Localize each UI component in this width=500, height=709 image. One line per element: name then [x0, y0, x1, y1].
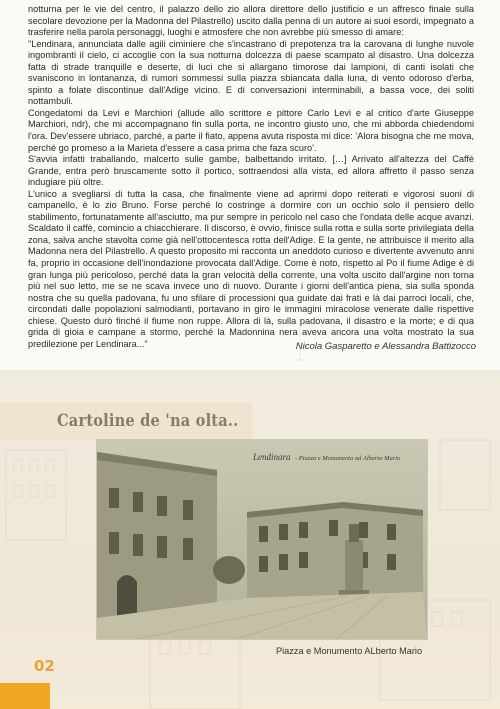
article-paragraph: notturna per le vie del centro, il palazzo dello zio allora direttore dello justificio e un affresco finale sulla secolare devozione per la Madonna del Pilastrello) uscito dalla penna di un autore ai suoi esordi, impegnato a trasferire nella parola personaggi, luoghi e atmosfere che non avrebbe più smesso di amare: [28, 4, 474, 38]
article-signature: Nicola Gasparetto e Alessandra Battizocco [295, 341, 476, 352]
section-title: Cartoline de 'na olta.. [57, 411, 239, 431]
postcard-inscription-right: - Piazza e Monumento ad Alberto Mario [295, 455, 401, 462]
article-paragraph: S'avvia infatti traballando, malcerto sulle gambe, balbettando irritato. […] Arrivato all'altezza del Caffè Grande, entra però bruscamente sotto il portico, sottraendosi alla vista, ed allora affretto il passo senza indugiare più oltre. [28, 154, 474, 188]
postcard-image [96, 439, 428, 640]
article-paragraph: Congedatomi da Levi e Marchiori (allude allo scrittore e pittore Carlo Levi e al critico d'arte Giuseppe Marchiori, ndr), che mi accompagnano fin sulla porta, ne incontro giusto uno, che mi abborda chiedendomi l'ora. Dev'essere ubriaco, parché, a parte il fiato, appena avuta risposta mi dice: 'Alora bisogna che me mova, perché go promeso a la Marieta d'essere a casa prima che faza scuro'. [28, 107, 474, 153]
postcard-caption: Piazza e Monumento ALberto Mario [276, 646, 423, 656]
article-paragraph: L'unico a svegliarsi di tutta la casa, che finalmente viene ad aprirmi dopo reiterati e vigorosi suoni di campanello, è lo zio Bruno. Forse perché lo costringe a dormire con un occhio solo il pensiero dello stabilimento, fortunatamente all'asciutto, ma pur sempre in pericolo nel caso che l'ondata delle acque avanzi. Scaldato il caffè, comincio a chiacchierare. Il discorso, è ovvio, finisce sulla rotta e sulla sorte privilegiata della zona, salva anche stavolta come già nell'ottocentesca rotta dell'Adige. E la gente, ne attribuisce il merito alla Madonna nera del Pilastrello. A questo proposito mi racconta un aneddoto curioso e divertente avvenuto anni fa, proprio in occasione dell'inondazione provocata dall'Adige. Come è noto, rispetto al Po il fiume Adige è di gran lunga più pericoloso, perché data la gran velocità della corrente, una volta uscito dall'argine non torna più nel suo letto, me se ne scava invece uno di nuovo. Durante i giorni dell'antica piena, sia sulla sponda nostra che su quella padovana, fu uno sfilare di processioni qua guidate dai frati e là dai parroci locali, che, circondati dalle popolazioni salmodianti, portavano in giro le immagini miracolose venerate dalle rispettive chiese. Questo durò finché il fiume non ruppe. Allora di là, sulla padovana, il disastro e la morte; e di qua grida di gioia e campane a stormo, perché la Madonnina nera aveva ancora una volta mostrato la sua predilezione per Lendinara..." [28, 188, 474, 349]
postcard-inscription-left: Lendinara [253, 452, 291, 462]
page-corner-accent [0, 683, 50, 709]
page-number: 02 [34, 657, 55, 675]
article-text [28, 4, 474, 350]
article-paragraph: "Lendinara, annunciata dalle agili ciminiere che s'incastrano di prepotenza tra la carovana di lunghe nuvole ingombranti il cielo, ci accoglie con la sua notturna dolcezza di paese scampato al disastro. Una dolcezza fatta di strade tranquille e deserte, di luci che si allargano timorose dai lampioni, di canti isolati che svaniscono in lontananza, di rumori sommessi sulla piazza sbiancata dalla luna, di vento odoroso d'erba, spinto a folate discontinue dall'Adige vicino. E di conversazioni interminabili, a bassa voce, dei soliti nottambuli. [28, 38, 474, 107]
